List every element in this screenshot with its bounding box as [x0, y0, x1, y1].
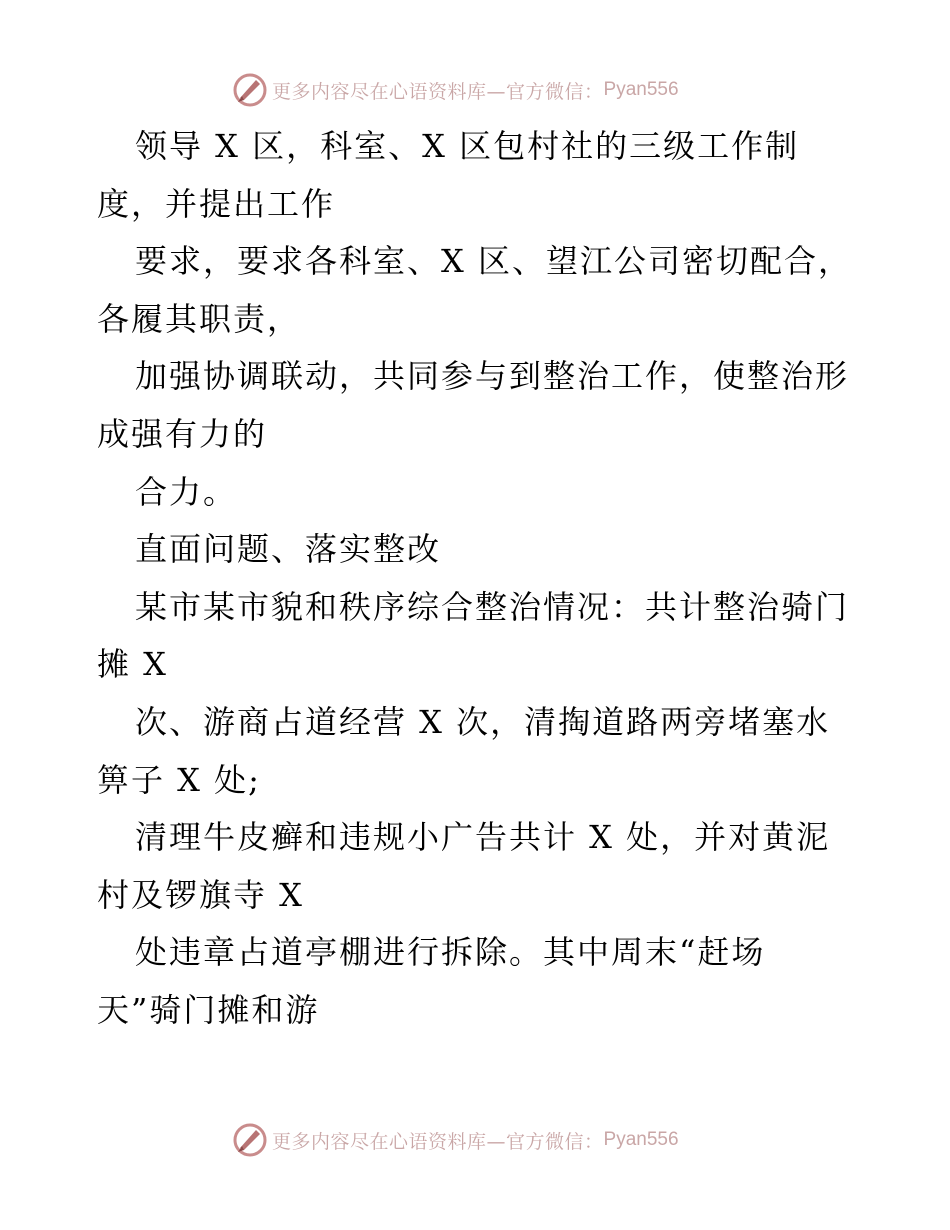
watermark-text: 更多内容尽在心语资料库—官方微信： — [272, 1130, 604, 1153]
text-line: 处违章占道亭棚进行拆除。其中周末“赶场 — [135, 933, 766, 972]
brand-logo-icon — [232, 72, 268, 108]
brand-logo-icon — [232, 1122, 268, 1158]
section-heading: 直面问题、落实整改 — [135, 530, 442, 569]
text-line: 摊 X — [97, 645, 168, 684]
text-line: 次、游商占道经营 X 次，清掏道路两旁堵塞水 — [135, 702, 831, 741]
header-watermark — [232, 72, 679, 108]
text-line: 清理牛皮癣和违规小广告共计 X 处，并对黄泥 — [135, 818, 831, 857]
footer-watermark — [232, 1122, 679, 1158]
text-line: 某市某市貌和秩序综合整治情况：共计整治骑门 — [135, 587, 850, 626]
document-body — [97, 118, 857, 1040]
watermark-text: 更多内容尽在心语资料库—官方微信： — [272, 80, 604, 103]
text-line: 成强有力的 — [97, 414, 268, 453]
text-line: 箅子 X 处; — [97, 760, 261, 799]
text-line: 合力。 — [135, 472, 238, 511]
text-line: 加强协调联动，共同参与到整治工作，使整治形 — [135, 357, 850, 396]
text-line: 村及锣旗寺 X — [97, 875, 304, 914]
watermark-handle: Pyan556 — [603, 1129, 679, 1150]
text-line: 各履其职责， — [97, 299, 302, 338]
text-line: 领导 X 区，科室、X 区包村社的三级工作制 — [135, 127, 800, 165]
text-line: 要求，要求各科室、X 区、望江公司密切配合， — [135, 242, 852, 281]
text-line: 度，并提出工作 — [97, 184, 336, 223]
watermark-handle: Pyan556 — [603, 79, 679, 100]
text-line: 天”骑门摊和游 — [97, 990, 320, 1029]
